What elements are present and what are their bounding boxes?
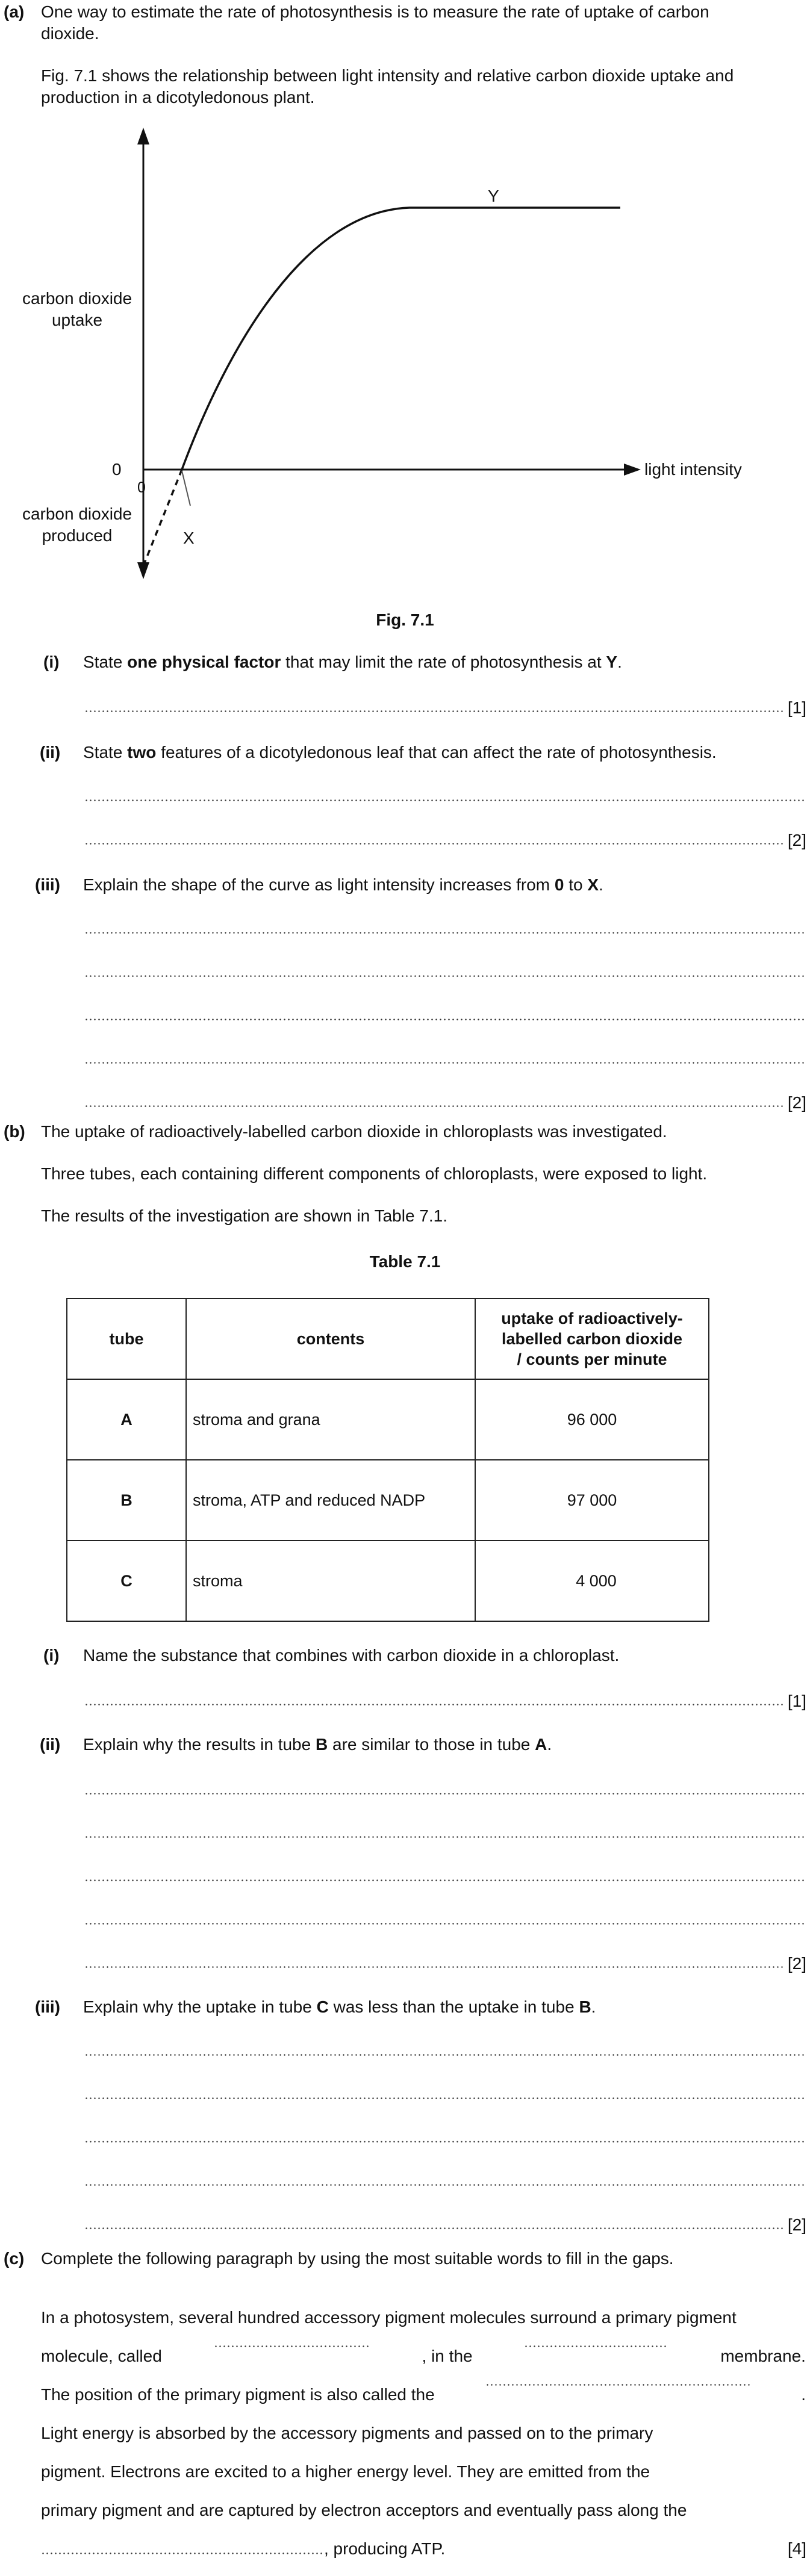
row-b-tube: B xyxy=(67,1460,186,1541)
table-row xyxy=(67,1379,709,1460)
b-ii-answer-line-1[interactable] xyxy=(84,1793,805,1795)
part-a-fig-line1: Fig. 7.1 shows the relationship between light intensity and relative carbon dioxide uptake and xyxy=(41,66,734,85)
para-line-2-text-b: , in the xyxy=(422,2347,473,2365)
row-a-contents: stroma and grana xyxy=(186,1379,475,1460)
y-axis-arrow-up xyxy=(137,128,149,144)
table-title: Table 7.1 xyxy=(369,1252,441,1271)
y-label-uptake-2: uptake xyxy=(51,311,103,329)
point-x-label: X xyxy=(183,529,195,547)
a-i-question: State one physical factor that may limit the rate of photosynthesis at Y. xyxy=(83,653,622,671)
curve xyxy=(182,208,620,470)
b-iii-mark: [2] xyxy=(787,2215,806,2234)
a-iii-answer-line-5[interactable] xyxy=(84,1105,783,1107)
part-a-fig-line2: production in a dicotyledonous plant. xyxy=(41,88,315,107)
table-row xyxy=(67,1460,709,1541)
row-c-uptake: 4 000 xyxy=(475,1541,709,1621)
y-label-uptake-1: carbon dioxide xyxy=(22,289,132,308)
header-uptake-line1: uptake of radioactively- xyxy=(501,1309,683,1327)
table-7-1 xyxy=(66,1298,709,1622)
header-uptake xyxy=(475,1299,709,1379)
a-iii-answer-line-4[interactable] xyxy=(84,1062,805,1064)
part-a-intro-line1: One way to estimate the rate of photosynthesis is to measure the rate of uptake of carbon xyxy=(41,2,709,21)
a-i-answer-line[interactable] xyxy=(84,710,783,712)
part-b-line2: Three tubes, each containing different components of chloroplasts, were exposed to light. xyxy=(41,1164,708,1183)
b-iii-answer-line-1[interactable] xyxy=(84,2054,805,2056)
row-c-tube: C xyxy=(67,1541,186,1621)
curve-extrapolation xyxy=(143,470,182,566)
y-label-produced-2: produced xyxy=(42,526,113,545)
para-line-2-text-a: molecule, called xyxy=(41,2347,162,2365)
b-iii-label: (iii) xyxy=(35,1997,60,2016)
part-b-label: (b) xyxy=(4,1122,25,1141)
part-c-mark: [4] xyxy=(787,2539,806,2558)
header-tube: tube xyxy=(67,1299,186,1379)
para-line-7-text: , producing ATP. xyxy=(324,2539,446,2558)
para-line-7 xyxy=(41,2538,806,2560)
para-line-4: Light energy is absorbed by the accessory pigments and passed on to the primary xyxy=(41,2424,653,2442)
para-line-2-text-c: membrane. xyxy=(720,2347,806,2365)
para-line-5: pigment. Electrons are excited to a higher energy level. They are emitted from the xyxy=(41,2462,650,2481)
a-iii-question: Explain the shape of the curve as light intensity increases from 0 to X. xyxy=(83,875,603,894)
b-iii-question: Explain why the uptake in tube C was less than the uptake in tube B. xyxy=(83,1997,596,2016)
header-contents: contents xyxy=(186,1299,475,1379)
b-i-question: Name the substance that combines with carbon dioxide in a chloroplast. xyxy=(83,1646,620,1665)
a-ii-answer-line-2[interactable] xyxy=(84,843,783,845)
b-i-answer-line[interactable] xyxy=(84,1704,783,1705)
row-c-contents: stroma xyxy=(186,1541,475,1621)
a-ii-label: (ii) xyxy=(40,743,61,762)
header-uptake-line2: labelled carbon dioxide xyxy=(501,1330,683,1348)
x-axis-label: light intensity xyxy=(644,460,742,479)
b-ii-answer-line-5[interactable] xyxy=(84,1966,783,1968)
b-ii-answer-line-2[interactable] xyxy=(84,1836,805,1838)
para-line-3 xyxy=(41,2384,806,2406)
row-a-tube: A xyxy=(67,1379,186,1460)
x-axis-arrow xyxy=(624,464,641,476)
part-c-paragraph xyxy=(41,2307,806,2572)
part-c-intro: Complete the following paragraph by using the most suitable words to fill in the gaps. xyxy=(41,2249,674,2268)
row-a-uptake: 96 000 xyxy=(475,1379,709,1460)
b-ii-label: (ii) xyxy=(40,1735,61,1754)
row-b-uptake: 97 000 xyxy=(475,1460,709,1541)
point-y-label: Y xyxy=(488,187,499,205)
b-iii-answer-line-4[interactable] xyxy=(84,2184,805,2186)
b-ii-answer-line-4[interactable] xyxy=(84,1923,805,1925)
a-iii-answer-line-2[interactable] xyxy=(84,975,805,977)
b-ii-mark: [2] xyxy=(787,1954,806,1973)
b-iii-answer-line-2[interactable] xyxy=(84,2097,805,2099)
y-zero-label: 0 xyxy=(112,460,122,479)
a-i-mark: [1] xyxy=(787,698,806,717)
a-iii-answer-line-3[interactable] xyxy=(84,1019,805,1020)
row-b-contents: stroma, ATP and reduced NADP xyxy=(186,1460,475,1541)
part-b-line1: The uptake of radioactively-labelled carbon dioxide in chloroplasts was investigated. xyxy=(41,1122,667,1141)
part-a-label: (a) xyxy=(4,2,25,21)
table-row xyxy=(67,1541,709,1621)
para-line-1: In a photosystem, several hundred accessory pigment molecules surround a primary pigment xyxy=(41,2308,737,2327)
figure-caption: Fig. 7.1 xyxy=(376,610,434,629)
gap-membrane[interactable] xyxy=(524,2345,668,2347)
a-ii-answer-line-1[interactable] xyxy=(84,799,805,801)
a-ii-question: State two features of a dicotyledonous leaf that can affect the rate of photosynthesis. xyxy=(83,743,717,762)
y-label-produced-1: carbon dioxide xyxy=(22,504,132,523)
gap-electron-carriers[interactable] xyxy=(41,2553,324,2554)
b-i-label: (i) xyxy=(43,1646,60,1665)
b-ii-answer-line-3[interactable] xyxy=(84,1879,805,1881)
para-line-3-text-b: . xyxy=(801,2385,806,2404)
gap-primary-pigment[interactable] xyxy=(214,2345,370,2347)
x-pointer-line xyxy=(182,471,190,506)
b-ii-question: Explain why the results in tube B are similar to those in tube A. xyxy=(83,1735,552,1754)
part-a-intro-line2: dioxide. xyxy=(41,24,99,43)
part-c-label: (c) xyxy=(4,2249,25,2268)
para-line-2 xyxy=(41,2345,806,2367)
x-zero-label: 0 xyxy=(137,479,146,496)
a-iii-answer-line-1[interactable] xyxy=(84,932,805,934)
b-iii-answer-line-5[interactable] xyxy=(84,2227,783,2229)
a-ii-mark: [2] xyxy=(787,831,806,849)
b-i-mark: [1] xyxy=(787,1692,806,1710)
header-uptake-line3: / counts per minute xyxy=(517,1350,667,1368)
gap-position[interactable] xyxy=(485,2384,750,2386)
a-i-label: (i) xyxy=(43,653,60,671)
para-line-6: primary pigment and are captured by electron acceptors and eventually pass along the xyxy=(41,2501,687,2519)
a-iii-mark: [2] xyxy=(787,1093,806,1112)
para-line-3-text-a: The position of the primary pigment is also called the xyxy=(41,2385,435,2404)
a-iii-label: (iii) xyxy=(35,875,60,894)
b-iii-answer-line-3[interactable] xyxy=(84,2141,805,2143)
part-b-line3: The results of the investigation are shown in Table 7.1. xyxy=(41,1206,447,1225)
